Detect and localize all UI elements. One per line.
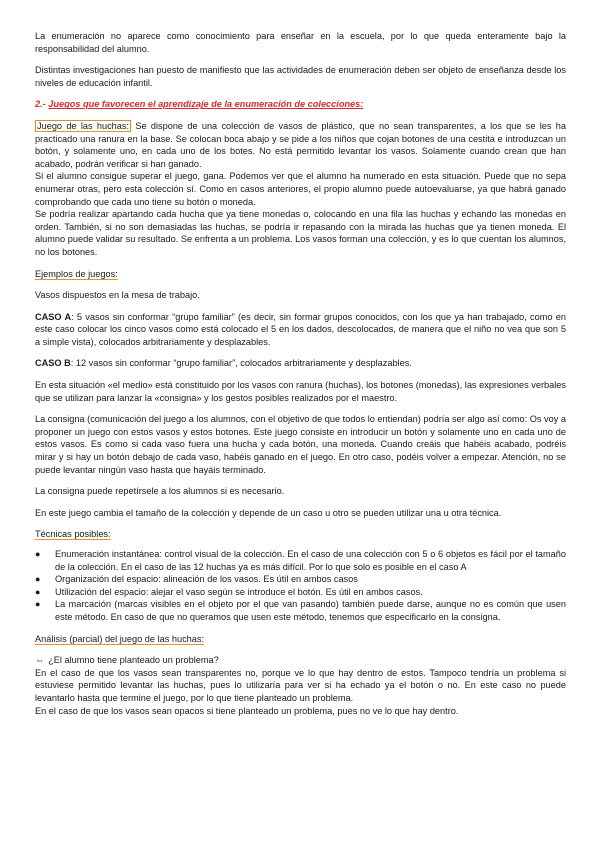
paragraph-caso-b (35, 357, 566, 370)
section-heading-juegos (35, 98, 566, 111)
list-item: ● Enumeración instantánea: control visual de la colección. En el caso de una colección con 5 o 6 objetos es fácil por el tamaño de la colección. En el caso de las 12 huchas ya es más difícil. Por lo que solo es posible en el caso A (35, 549, 566, 572)
paragraph-enumeracion-escuela: La enumeración no aparece como conocimiento para enseñar en la escuela, por lo que queda enteramente bajo la responsabilidad del alumno. (35, 31, 566, 54)
paragraph-caso-a (35, 311, 566, 349)
ejemplos-heading: Ejemplos de juegos: (35, 268, 118, 279)
section-number: 2.- (35, 99, 46, 110)
caso-b-label: CASO B (35, 358, 71, 369)
paragraph-tamano-coleccion: En este juego cambia el tamaño de la colección y depende de un caso u otro se pueden utilizar una u otra técnica. (35, 507, 502, 518)
section-title: Juegos que favorecen el aprendizaje de la enumeración de colecciones: (48, 99, 364, 110)
analisis-opacos: En el caso de que los vasos sean opacos si tiene planteado un problema, pues no ve lo que hay dentro. (35, 705, 459, 716)
paragraph-huchas-gana: Si el alumno consigue superar el juego, gana. Podemos ver que el alumno ha numerado en esta situación. Puede que no sepa enumerar otras, pero esta colección sí. Como en casos anteriores, el propio alumno puede autoevaluarse, ya que habrá ganado comprobando que cada uno tiene su botón o moneda. (35, 171, 566, 207)
caso-a-label: CASO A (35, 311, 72, 322)
bullet-icon: ● (35, 549, 41, 559)
huchas-text-1: Se dispone de una colección de vasos de plástico, que no sean transparentes, a los que se les ha practicado una ranura en la base. Se colocan boca abajo y se pide a los niños que cojan botones de una cestita e introduzcan un botón, y solamente uno, en cada uno de los botes. No está permitido levantar los vasos. Solamente cuando crean que han acabado, podrán verificar si han ganado. (35, 120, 566, 169)
paragraph-huchas-realizar: Se podría realizar apartando cada hucha que ya tiene monedas o, colocando en una fila las huchas y echando las monedas en orden. También, si no son demasiadas las huchas, se podría ir repasando con la mirada las huchas que ya tienen moneda. El alumno puede validar su resultado. Se enfrenta a un problema. Los vasos forman una colección, y es lo que cuentan los alumnos, no los botones. (35, 209, 566, 257)
analisis-question: ⇔ ¿El alumno tiene planteado un problema? (35, 655, 219, 666)
analisis-heading: Análisis (parcial) del juego de las huchas: (35, 633, 205, 644)
bullet-icon: ● (35, 586, 41, 597)
list-item: ● La marcación (marcas visibles en el objeto por el que van pasando) también puede darse, aunque no es común que usen este método. En caso de que no queramos que usen este método, tenemos que especificarlo en la consigna. (35, 599, 566, 622)
paragraph-consigna: La consigna (comunicación del juego a los alumnos, con el objetivo de que todos lo entiendan) podría ser algo así como: Os voy a proponer un juego con estos vasos y estos botones. Este juego consiste en introducir un botón y solamente uno en cada uno de estos vasos. Es como si cada vaso fuera una hucha y cada botón, una moneda. Cuando creáis que habéis acabado, podréis mirar y si hay un botón debajo de cada vaso, habéis ganado en el juego. En otro caso, podéis volver a empezar. Atención, no se puede levantar ningún vaso hasta que hayáis terminado. (35, 414, 566, 475)
paragraph-el-medio: En esta situación «el medio» está constituido por los vasos con ranura (huchas), los botones (monedas), las expresiones verbales que se utilizan para lanzar la «consigna» y los gestos posibles realizados por el maestro. (35, 380, 566, 403)
ejemplos-intro: Vasos dispuestos en la mesa de trabajo. (35, 290, 200, 301)
double-arrow-icon: ⇔ (35, 655, 45, 666)
caso-b-text: : 12 vasos sin conformar “grupo familiar”, colocados arbitrariamente y desplazables. (70, 358, 412, 369)
paragraph-investigaciones: Distintas investigaciones han puesto de manifiesto que las actividades de enumeración deben ser objeto de enseñanza desde los niveles de educación infantil. (35, 65, 566, 88)
huchas-label: Juego de las huchas: (37, 120, 130, 131)
paragraph-juego-huchas (35, 120, 566, 170)
list-item: ● Utilización del espacio: alejar el vaso según se introduce el botón. Es útil en ambos casos. (35, 586, 423, 597)
bullet-icon: ● (35, 574, 41, 585)
caso-a-text: : 5 vasos sin conformar “grupo familiar” (es decir, sin formar grupos conocidos, con los que ya han trabajado, como en este caso colocar los cinco vasos como está colocado el 5 en los dados, descolocados, de manera que el niño no vea que son 5 a simple vista), colocados arbitrariamente y desplazables. (35, 311, 566, 347)
list-item: ● Organización del espacio: alineación de los vasos. Es útil en ambos casos (35, 574, 358, 585)
analisis-transparentes: En el caso de que los vasos sean transparentes no, porque ve lo que hay dentro de estos. Tampoco tendría un problema si estuviese permitido levantar las huchas, pues lo utilizaría para ver si ha echado ya el botón o no. En este caso no puede levantarlo hasta que termine el juego, por lo que tiene planteado un problema. (35, 667, 566, 703)
tecnicas-heading: Técnicas posibles: (35, 529, 111, 540)
tecnicas-list (35, 548, 566, 624)
bullet-icon: ● (35, 599, 41, 610)
paragraph-repetir-consigna: La consigna puede repetírsele a los alumnos si es necesario. (35, 486, 285, 497)
